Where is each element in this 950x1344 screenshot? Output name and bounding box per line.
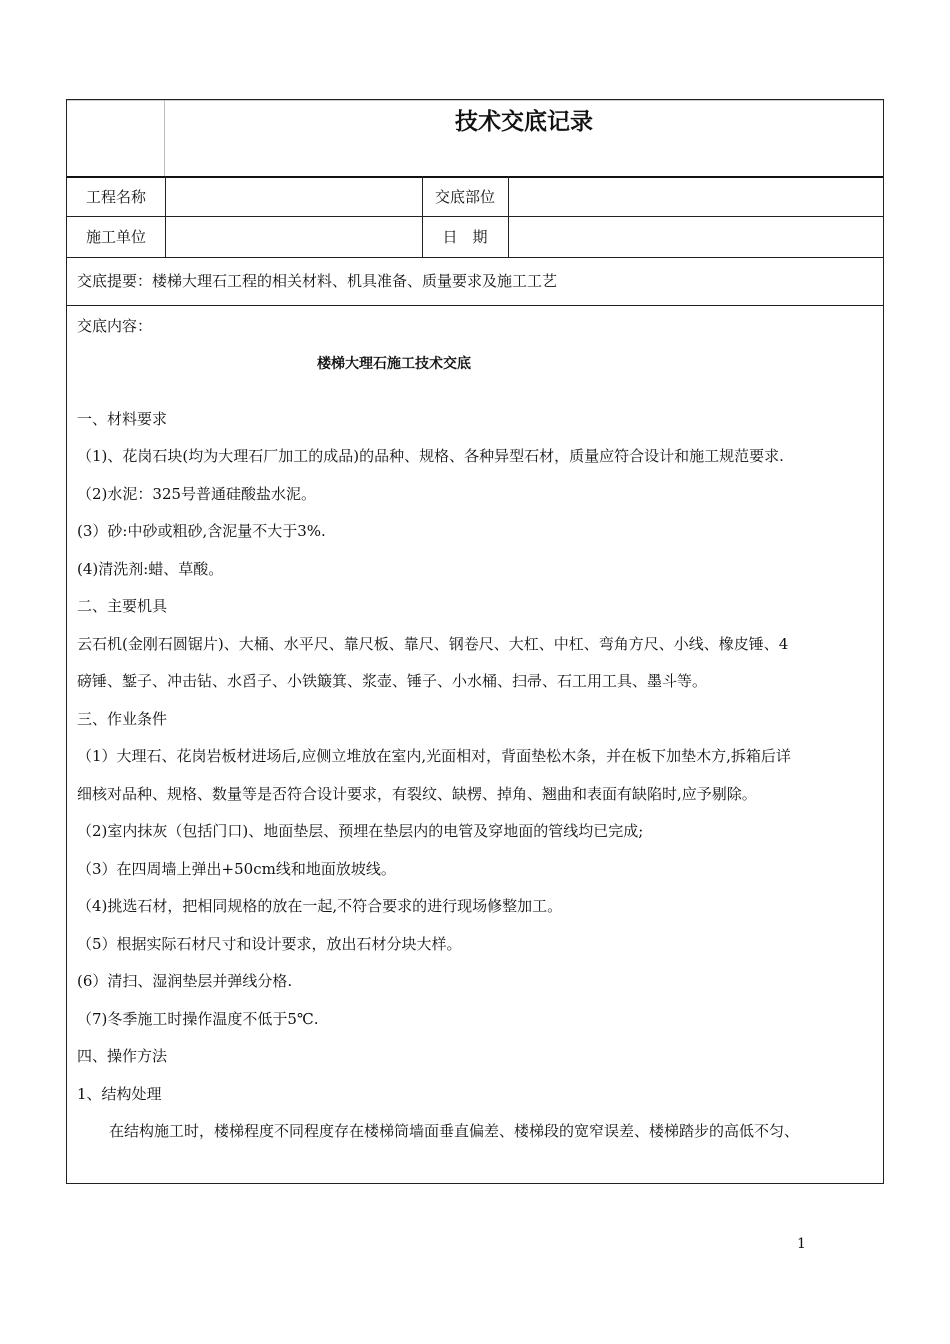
date-label: 日 期 [442,228,488,246]
location-label: 交底部位 [434,188,495,206]
content-line: （2)水泥：325号普通硅酸盐水泥。 [77,484,317,503]
content-line: 1、结构处理 [77,1084,162,1103]
content-line: （3）在四周墙上弹出+50cm线和地面放坡线。 [77,859,396,878]
content-line: （4)挑选石材，把相同规格的放在一起,不符合要求的进行现场修整加工。 [77,897,563,915]
divider [67,305,883,306]
content-line: （5）根据实际石材尺寸和设计要求，放出石材分块大样。 [77,934,462,953]
content-line: （2)室内抹灰（包括门口)、地面垫层、预埋在垫层内的电管及穿地面的管线均已完成; [77,822,644,840]
content-line: （7)冬季施工时操作温度不低于5℃. [77,1009,319,1028]
content-line: 二、主要机具 [77,597,168,615]
content-title: 楼梯大理石施工技术交底 [317,355,471,372]
content-line: 三、作业条件 [77,709,168,728]
page-number: 1 [797,1236,806,1252]
content-line: （1)、花岗石块(均为大理石厂加工的成品)的品种、规格、各种异型石材，质量应符合设计和施工规范要求. [77,447,784,465]
content-line: 一、材料要求 [77,409,168,428]
content-line: （1）大理石、花岗岩板材进场后,应侧立堆放在室内,光面相对，背面垫松木条，并在板下加垫木方,拆箱后详 [77,747,791,765]
content-line: 细核对品种、规格、数量等是否符合设计要求，有裂纹、缺楞、掉角、翘曲和表面有缺陷时,应予剔除。 [77,784,757,803]
content-label: 交底内容： [77,317,153,335]
content-line: (3）砂:中砂或粗砂,含泥量不大于3%. [77,522,326,540]
divider [508,176,509,257]
project-name-label: 工程名称 [85,188,146,206]
content-line: (6）清扫、湿润垫层并弹线分格. [77,972,293,990]
technical-briefing-form [66,99,884,1184]
content-line: 在结构施工时，楼梯程度不同程度存在楼梯筒墙面垂直偏差、楼梯段的宽窄误差、楼梯踏步的高低不匀、 [109,1122,800,1140]
construction-unit-label: 施工单位 [85,228,146,246]
document-title: 技术交底记录 [455,109,593,135]
briefing-summary: 交底提要：楼梯大理石工程的相关材料、机具准备、质量要求及施工工艺 [77,272,558,290]
content-line: 四、操作方法 [77,1047,168,1065]
content-line: (4)清洗剂:蜡、草酸。 [77,559,224,578]
briefing-content [77,308,875,1151]
header-left-cell [67,100,165,176]
content-line: 磅锤、錾子、冲击钻、水舀子、小铁簸箕、浆壶、锤子、小水桶、扫帚、石工用工具、墨斗等。 [77,672,708,690]
divider [165,176,166,257]
content-line: 云石机(金刚石圆锯片)、大桶、水平尺、靠尺板、靠尺、钢卷尺、大杠、中杠、弯角方尺、小线、橡皮锤、4 [77,634,789,653]
